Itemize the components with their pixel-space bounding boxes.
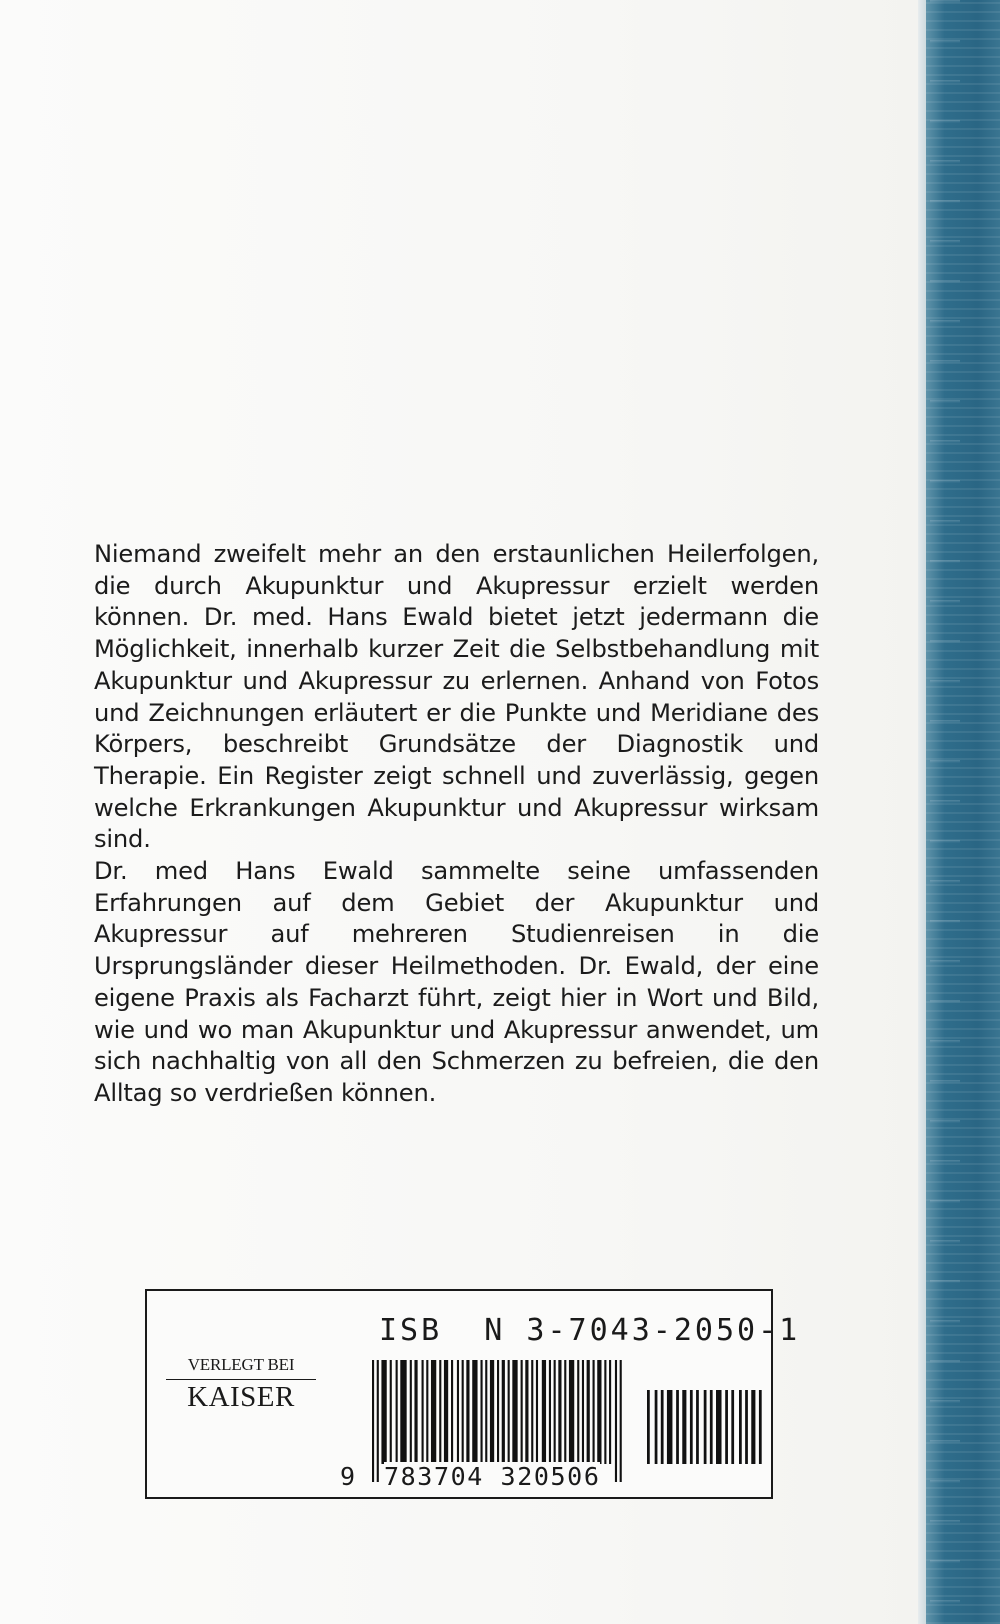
- ean-digits: 783704 320506: [384, 1462, 601, 1491]
- barcode-bar: [597, 1360, 601, 1464]
- spine-texture: [930, 0, 960, 1624]
- barcode-bar: [661, 1390, 664, 1464]
- barcode-bar: [444, 1360, 448, 1464]
- barcode-bar: [512, 1360, 517, 1464]
- blurb-text: [94, 539, 819, 1110]
- barcode-bar: [377, 1360, 379, 1482]
- barcode-bar: [525, 1360, 528, 1464]
- barcode-bar: [451, 1360, 453, 1464]
- barcode-bar: [710, 1390, 713, 1464]
- barcode-bar: [696, 1390, 699, 1464]
- barcode-bar: [472, 1360, 477, 1464]
- barcode-bar: [655, 1390, 658, 1464]
- barcode-bar: [731, 1390, 734, 1464]
- barcode-bar: [480, 1360, 482, 1464]
- barcode-bar: [431, 1360, 436, 1464]
- barcode-bar: [485, 1360, 487, 1464]
- barcode-bar: [667, 1390, 673, 1464]
- barcode-bar: [536, 1360, 538, 1464]
- barcode-bar: [745, 1390, 748, 1464]
- barcode-bar: [593, 1360, 595, 1464]
- barcode-bar: [462, 1360, 464, 1464]
- barcode-bar: [554, 1360, 556, 1464]
- barcode-bar: [620, 1360, 622, 1482]
- barcode-bar: [725, 1390, 728, 1464]
- isbn-box: [145, 1289, 801, 1499]
- barcode-bar: [457, 1360, 459, 1464]
- barcode-bar: [676, 1390, 679, 1464]
- barcode-bar: [549, 1360, 551, 1464]
- barcode-bar: [569, 1360, 574, 1464]
- barcode-bar: [739, 1390, 742, 1464]
- barcode-bar: [410, 1360, 412, 1464]
- barcode-bar: [716, 1390, 722, 1464]
- barcode-bar: [381, 1360, 386, 1464]
- barcode-bar: [682, 1390, 686, 1464]
- ean-first-digit: 9: [340, 1462, 356, 1491]
- barcode-bar: [704, 1390, 707, 1464]
- blurb-paragraph-2: Dr. med Hans Ewald sammelte seine umfassenden Erfahrungen auf dem Gebiet der Akupunktur und Akupressur auf mehreren Studienreisen in die Ursprungsländer dieser Heilmethoden. Dr. Ewald, der eine eigene Praxis als Facharzt führt, zeigt hier in Wort und Bild, wie und wo man Akupunktur und Akupressur anwendet, um sich nachhaltig von all den Schmerzen zu befreien, die den Alltag so verdrießen können.: [94, 857, 819, 1107]
- barcode-bar: [558, 1360, 561, 1464]
- barcode-bar: [396, 1360, 398, 1464]
- barcode-bar: [647, 1390, 650, 1464]
- barcode-bar: [751, 1390, 755, 1464]
- barcode-bar: [372, 1360, 374, 1482]
- barcode-bar: [759, 1390, 762, 1464]
- barcode-bar: [690, 1390, 693, 1464]
- barcode-bar: [604, 1360, 606, 1464]
- barcode-bar: [390, 1360, 392, 1464]
- barcode-bar: [400, 1360, 406, 1464]
- publisher-logo: [166, 1355, 316, 1412]
- blurb-paragraph-1: Niemand zweifelt mehr an den erstaunlichen Heilerfolgen, die durch Akupunktur und Akupressur erzielt werden können. Dr. med. Hans Ewald bietet jetzt jedermann die Möglichkeit, innerhalb kurzer Zeit die Selbstbehandlung mit Akupunktur und Akupressur zu erlernen. Anhand von Fotos und Zeichnungen erläutert er die Punkte und Meridiane des Körpers, beschreibt Grundsätze der Diagnostik und Therapie. Ein Register zeigt schnell und zuverlässig, gegen welche Erkrankungen Akupunktur und Akupressur wirksam sind.: [94, 540, 819, 854]
- barcode-bar: [582, 1360, 584, 1464]
- barcode-bar: [466, 1360, 469, 1464]
- barcode-bar: [577, 1360, 579, 1464]
- barcode-bar: [521, 1360, 523, 1464]
- barcode-bar: [414, 1360, 417, 1464]
- barcode-bar: [564, 1360, 566, 1464]
- barcode-bar: [531, 1360, 533, 1464]
- isbn-number: ISB N 3-7043-2050-1: [379, 1313, 801, 1348]
- barcode-bar: [439, 1360, 441, 1464]
- barcode-bar: [490, 1360, 494, 1464]
- barcode-bar: [542, 1360, 546, 1464]
- barcode-bar: [609, 1360, 611, 1464]
- barcode-bar: [426, 1360, 428, 1464]
- barcode-bar: [422, 1360, 424, 1464]
- publisher-name: KAISER: [187, 1381, 295, 1413]
- barcode-bar: [587, 1360, 590, 1464]
- barcode-bar: [508, 1360, 510, 1464]
- barcode-bar: [615, 1360, 617, 1482]
- publisher-label: VERLEGT BEI: [166, 1355, 316, 1380]
